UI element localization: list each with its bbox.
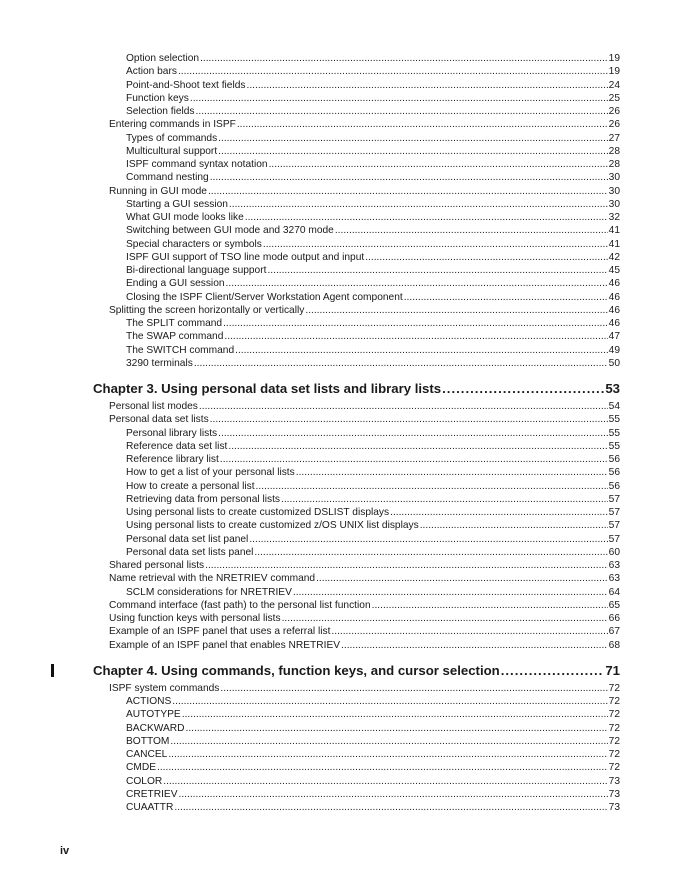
dot-leader <box>218 145 607 158</box>
toc-entry[interactable] <box>0 65 620 78</box>
toc-entry-page: 46 <box>608 318 620 329</box>
toc-entry[interactable] <box>0 586 620 599</box>
table-of-contents <box>0 52 680 814</box>
toc-entry[interactable] <box>0 132 620 145</box>
toc-entry-page: 57 <box>608 520 620 532</box>
toc-chapter-entry[interactable] <box>0 379 620 399</box>
toc-entry-page: 73 <box>608 788 620 800</box>
dot-leader <box>249 533 607 546</box>
toc-entry[interactable] <box>0 158 620 171</box>
toc-entry[interactable] <box>0 682 620 695</box>
dot-leader <box>199 400 608 413</box>
dot-leader <box>218 427 608 440</box>
toc-entry-title: Personal data set list panel <box>126 533 249 545</box>
toc-entry[interactable] <box>0 572 620 585</box>
dot-leader <box>305 304 607 317</box>
toc-entry-title: Personal library lists <box>126 427 218 439</box>
toc-entry[interactable] <box>0 92 620 105</box>
toc-entry-title: Personal data set lists panel <box>126 546 254 558</box>
toc-entry-title: How to get a list of your personal lists <box>126 467 295 479</box>
toc-entry[interactable] <box>0 480 620 493</box>
toc-chapter-entry[interactable] <box>0 661 620 681</box>
page-number: iv <box>60 845 70 857</box>
toc-entry-page: 30 <box>608 172 620 184</box>
toc-entry-title: ISPF system commands <box>109 682 220 694</box>
toc-entry[interactable] <box>0 440 620 453</box>
toc-entry[interactable] <box>0 453 620 466</box>
dot-leader <box>208 185 608 198</box>
toc-entry-title: AUTOTYPE <box>126 709 181 721</box>
toc-entry-page: 46 <box>608 278 620 290</box>
dot-leader <box>404 291 608 304</box>
toc-entry[interactable] <box>0 198 620 211</box>
toc-entry-page: 28 <box>608 159 620 170</box>
toc-entry-title: Splitting the screen horizontally or vertically <box>109 304 305 316</box>
toc-entry[interactable] <box>0 118 620 131</box>
toc-entry[interactable] <box>0 304 620 317</box>
toc-entry-page: 49 <box>608 344 620 356</box>
toc-entry-page: 19 <box>608 53 620 64</box>
toc-entry-page: 65 <box>608 599 620 611</box>
dot-leader <box>210 171 608 184</box>
dot-leader <box>372 599 608 612</box>
toc-entry[interactable] <box>0 708 620 721</box>
toc-entry-title: CRETRIEV <box>126 788 178 800</box>
toc-entry-title: Special characters or symbols <box>126 238 262 250</box>
toc-entry[interactable] <box>0 105 620 118</box>
toc-entry-title: Multicultural support <box>126 145 218 157</box>
toc-entry-page: 63 <box>608 560 620 571</box>
toc-entry-page: 64 <box>608 586 620 598</box>
toc-entry[interactable] <box>0 264 620 277</box>
toc-entry[interactable] <box>0 559 620 572</box>
dot-leader <box>174 801 607 814</box>
toc-entry-title: ISPF command syntax notation <box>126 159 268 170</box>
dot-leader <box>282 612 608 625</box>
toc-entry-title: ISPF GUI support of TSO line mode output and input <box>126 251 365 263</box>
toc-entry-page: 46 <box>608 291 620 303</box>
dot-leader <box>218 132 607 145</box>
toc-entry-title: Example of an ISPF panel that enables NRETRIEV <box>109 639 341 651</box>
toc-entry-page: 53 <box>605 381 620 396</box>
toc-entry-page: 55 <box>608 414 620 426</box>
toc-entry-page: 57 <box>608 493 620 505</box>
dot-leader <box>442 379 604 399</box>
dot-leader <box>170 735 607 748</box>
toc-entry[interactable] <box>0 775 620 788</box>
toc-entry-title: Personal list modes <box>109 401 198 412</box>
toc-entry-title: Function keys <box>126 92 189 104</box>
toc-entry-title: Option selection <box>126 53 200 64</box>
toc-entry-page: 67 <box>608 626 620 638</box>
toc-entry-title: Reference library list <box>126 454 219 465</box>
toc-entry-title: Example of an ISPF panel that uses a referral list <box>109 626 331 638</box>
toc-entry-title: Using function keys with personal lists <box>109 613 281 624</box>
dot-leader <box>341 639 608 652</box>
toc-entry[interactable] <box>0 612 620 625</box>
toc-entry-title: Personal data set lists <box>109 414 209 426</box>
toc-entry-title: BACKWARD <box>126 722 185 734</box>
dot-leader <box>179 788 608 801</box>
toc-entry-page: 56 <box>608 480 620 492</box>
dot-leader <box>254 546 607 559</box>
dot-leader <box>331 625 607 638</box>
toc-entry[interactable] <box>0 493 620 506</box>
dot-leader <box>210 413 608 426</box>
dot-leader <box>223 317 608 330</box>
toc-entry-page: 47 <box>608 331 620 343</box>
dot-leader <box>245 211 608 224</box>
toc-entry-page: 60 <box>608 546 620 558</box>
toc-entry[interactable] <box>0 748 620 761</box>
toc-entry-title: Entering commands in ISPF <box>109 119 236 131</box>
toc-entry-page: 27 <box>608 132 620 144</box>
toc-entry[interactable] <box>0 79 620 92</box>
dot-leader <box>186 722 608 735</box>
dot-leader <box>157 761 608 774</box>
toc-entry[interactable] <box>0 639 620 652</box>
toc-entry-page: 24 <box>608 79 620 91</box>
dot-leader <box>172 695 607 708</box>
dot-leader <box>256 480 608 493</box>
dot-leader <box>269 158 608 171</box>
toc-entry-page: 72 <box>608 682 620 694</box>
dot-leader <box>501 661 605 681</box>
toc-entry[interactable] <box>0 171 620 184</box>
dot-leader <box>420 519 608 532</box>
toc-entry-title: The SPLIT command <box>126 318 223 329</box>
toc-entry[interactable] <box>0 722 620 735</box>
toc-entry[interactable] <box>0 695 620 708</box>
toc-entry-title: The SWITCH command <box>126 344 235 356</box>
toc-entry[interactable] <box>0 599 620 612</box>
toc-entry[interactable] <box>0 211 620 224</box>
toc-entry-title: CMDE <box>126 762 156 774</box>
dot-leader <box>235 344 608 357</box>
dot-leader <box>226 277 608 290</box>
toc-entry[interactable] <box>0 145 620 158</box>
toc-entry-page: 72 <box>608 722 620 734</box>
toc-entry-page: 32 <box>608 212 620 223</box>
toc-entry-page: 72 <box>608 696 620 707</box>
toc-entry-page: 45 <box>608 265 620 276</box>
toc-entry-title: Name retrieval with the NRETRIEV command <box>109 573 316 585</box>
dot-leader <box>296 466 608 479</box>
toc-entry-page: 50 <box>608 357 620 369</box>
toc-entry-title: Closing the ISPF Client/Server Workstation Agent component <box>126 291 403 303</box>
toc-entry-page: 25 <box>608 92 620 104</box>
dot-leader <box>163 775 607 788</box>
toc-entry-title: Using personal lists to create customized z/OS UNIX list displays <box>126 520 419 532</box>
toc-entry-title: Starting a GUI session <box>126 198 228 210</box>
toc-entry-title: CANCEL <box>126 749 168 760</box>
dot-leader <box>263 238 608 251</box>
toc-entry-title: How to create a personal list <box>126 480 255 492</box>
toc-entry-title: Ending a GUI session <box>126 278 225 290</box>
toc-entry[interactable] <box>0 52 620 65</box>
toc-entry[interactable] <box>0 344 620 357</box>
revision-change-bar <box>51 664 54 677</box>
toc-entry-title: CUAATTR <box>126 802 174 813</box>
toc-entry[interactable] <box>0 400 620 413</box>
toc-entry-page: 73 <box>608 802 620 813</box>
toc-entry-title: Action bars <box>126 66 177 78</box>
dot-leader <box>228 440 607 453</box>
toc-entry[interactable] <box>0 185 620 198</box>
toc-entry-page: 73 <box>608 775 620 787</box>
toc-entry-title: BOTTOM <box>126 735 170 747</box>
toc-entry-title: ACTIONS <box>126 696 172 707</box>
dot-leader <box>205 559 608 572</box>
toc-entry-page: 55 <box>608 427 620 439</box>
toc-entry-title: Types of commands <box>126 132 218 144</box>
toc-entry-page: 72 <box>608 735 620 747</box>
dot-leader <box>237 118 608 131</box>
toc-entry[interactable] <box>0 427 620 440</box>
toc-entry-page: 19 <box>608 66 620 78</box>
dot-leader <box>293 586 608 599</box>
dot-leader <box>220 682 607 695</box>
toc-entry-title: The SWAP command <box>126 331 224 343</box>
toc-entry-page: 72 <box>608 709 620 721</box>
toc-entry-title: What GUI mode looks like <box>126 212 244 223</box>
toc-entry-page: 71 <box>605 662 620 678</box>
toc-entry-page: 42 <box>608 251 620 263</box>
toc-entry[interactable] <box>0 238 620 251</box>
toc-entry-page: 55 <box>608 440 620 452</box>
toc-entry-page: 63 <box>608 573 620 585</box>
toc-entry-page: 56 <box>608 454 620 465</box>
toc-entry-title: Command interface (fast path) to the personal list function <box>109 599 371 611</box>
toc-entry[interactable] <box>0 357 620 370</box>
toc-entry-title: Chapter 4. Using commands, function keys, and cursor selection <box>93 662 500 678</box>
toc-entry-page: 68 <box>608 639 620 651</box>
toc-entry[interactable] <box>0 533 620 546</box>
toc-entry-page: 41 <box>608 238 620 250</box>
toc-entry[interactable] <box>0 788 620 801</box>
dot-leader <box>190 92 608 105</box>
toc-entry-page: 57 <box>608 507 620 518</box>
toc-entry[interactable] <box>0 761 620 774</box>
toc-entry[interactable] <box>0 251 620 264</box>
dot-leader <box>281 493 608 506</box>
toc-entry-page: 57 <box>608 533 620 545</box>
toc-entry-title: Shared personal lists <box>109 560 205 571</box>
dot-leader <box>168 748 607 761</box>
dot-leader <box>365 251 607 264</box>
toc-entry-title: Point-and-Shoot text fields <box>126 79 246 91</box>
toc-entry-title: 3290 terminals <box>126 357 193 369</box>
toc-entry-title: Switching between GUI mode and 3270 mode <box>126 225 334 237</box>
toc-entry-title: Using personal lists to create customized DSLIST displays <box>126 507 390 518</box>
toc-entry[interactable] <box>0 291 620 304</box>
toc-entry[interactable] <box>0 224 620 237</box>
toc-entry-page: 26 <box>608 119 620 131</box>
toc-entry-title: COLOR <box>126 775 163 787</box>
dot-leader <box>390 506 608 519</box>
toc-entry-page: 30 <box>608 185 620 197</box>
toc-entry-title: SCLM considerations for NRETRIEV <box>126 586 292 598</box>
toc-entry-page: 26 <box>608 106 620 117</box>
toc-entry[interactable] <box>0 519 620 532</box>
toc-entry[interactable] <box>0 506 620 519</box>
toc-entry-title: Reference data set list <box>126 440 228 452</box>
dot-leader <box>247 79 608 92</box>
dot-leader <box>220 453 608 466</box>
dot-leader <box>178 65 608 78</box>
toc-entry-title: Retrieving data from personal lists <box>126 493 281 505</box>
dot-leader <box>194 357 608 370</box>
toc-entry[interactable] <box>0 546 620 559</box>
dot-leader <box>196 105 608 118</box>
toc-entry[interactable] <box>0 330 620 343</box>
toc-entry-page: 28 <box>608 145 620 157</box>
toc-entry[interactable] <box>0 466 620 479</box>
toc-entry[interactable] <box>0 735 620 748</box>
toc-entry[interactable] <box>0 625 620 638</box>
toc-entry-title: Bi-directional language support <box>126 265 267 276</box>
toc-entry[interactable] <box>0 317 620 330</box>
toc-entry-page: 30 <box>608 198 620 210</box>
toc-entry-page: 46 <box>608 304 620 316</box>
toc-entry-title: Chapter 3. Using personal data set lists and library lists <box>93 381 442 396</box>
dot-leader <box>229 198 608 211</box>
dot-leader <box>224 330 607 343</box>
toc-entry-title: Command nesting <box>126 172 209 184</box>
toc-entry-page: 54 <box>608 401 620 412</box>
toc-entry-page: 56 <box>608 467 620 479</box>
toc-entry-title: Running in GUI mode <box>109 185 207 197</box>
dot-leader <box>182 708 608 721</box>
dot-leader <box>316 572 608 585</box>
toc-entry-page: 72 <box>608 762 620 774</box>
dot-leader <box>267 264 607 277</box>
toc-entry[interactable] <box>0 801 620 814</box>
toc-entry[interactable] <box>0 277 620 290</box>
toc-entry-page: 66 <box>608 613 620 624</box>
toc-entry-title: Selection fields <box>126 106 195 117</box>
toc-entry[interactable] <box>0 413 620 426</box>
dot-leader <box>335 224 608 237</box>
toc-entry-page: 72 <box>608 749 620 760</box>
toc-entry-page: 41 <box>608 225 620 237</box>
dot-leader <box>200 52 608 65</box>
